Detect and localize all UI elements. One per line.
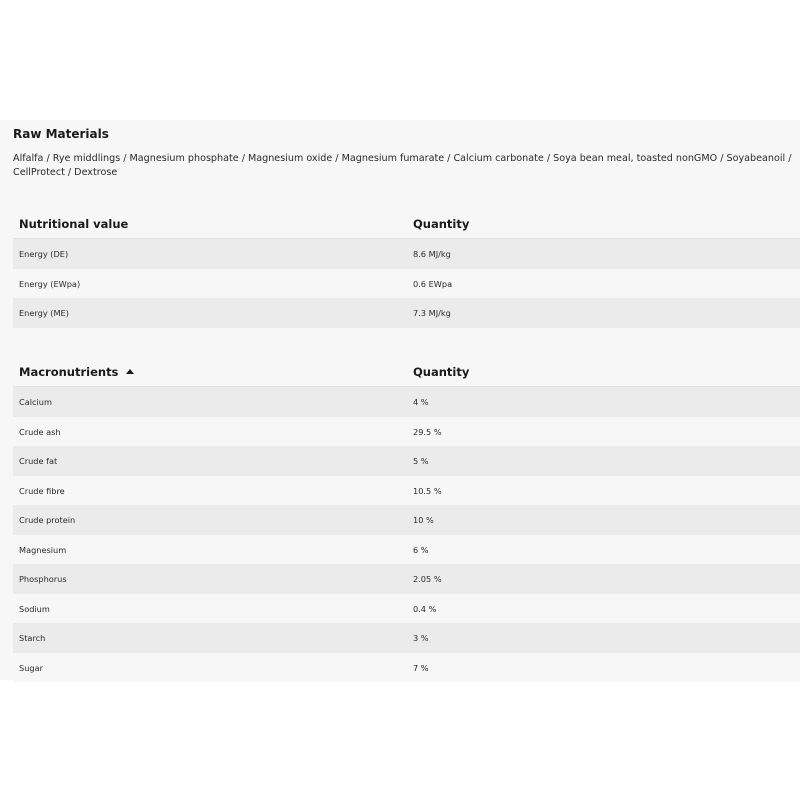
macronutrients-header-label: Macronutrients [19, 365, 119, 379]
row-quantity: 5 % [413, 456, 429, 466]
row-quantity: 8.6 MJ/kg [413, 249, 451, 259]
table-row [13, 535, 800, 565]
row-name: Crude fibre [19, 485, 65, 496]
row-quantity: 2.05 % [413, 574, 442, 584]
table-row [13, 564, 800, 594]
macronutrients-table [13, 358, 800, 682]
row-name: Magnesium [19, 544, 67, 555]
table-row [13, 387, 800, 417]
table-row [13, 505, 800, 535]
raw-materials-text: Alfalfa / Rye middlings / Magnesium phosphate / Magnesium oxide / Magnesium fumarate / Calcium carbonate / Soya bean meal, toasted nonGMO / Soyabeanoil / CellProtect / Dextrose [13, 153, 792, 178]
table-body [13, 239, 800, 328]
table-row [13, 623, 800, 653]
table-row [13, 594, 800, 624]
table-row [13, 239, 800, 269]
row-quantity: 6 % [413, 544, 429, 555]
row-name: Crude ash [19, 426, 61, 437]
row-name: Energy (ME) [19, 308, 69, 318]
row-quantity: 10.5 % [413, 485, 442, 496]
row-name: Sodium [19, 603, 50, 614]
row-quantity: 3 % [413, 633, 429, 643]
nutritional-value-table [13, 210, 800, 328]
table-row [13, 298, 800, 328]
quantity-header: Quantity [413, 217, 470, 231]
table-row [13, 269, 800, 299]
table-body [13, 387, 800, 682]
row-quantity: 10 % [413, 515, 434, 525]
table-header [13, 210, 800, 239]
table-row [13, 653, 800, 683]
table-row [13, 446, 800, 476]
row-quantity: 7.3 MJ/kg [413, 308, 451, 318]
quantity-header: Quantity [413, 365, 470, 379]
row-quantity: 4 % [413, 397, 429, 407]
macronutrients-header[interactable] [19, 365, 134, 379]
row-quantity: 0.4 % [413, 603, 437, 614]
table-row [13, 476, 800, 506]
row-quantity: 29.5 % [413, 426, 442, 437]
row-name: Starch [19, 633, 46, 643]
row-name: Phosphorus [19, 574, 67, 584]
row-name: Energy (EWpa) [19, 278, 81, 289]
table-row [13, 417, 800, 447]
row-name: Sugar [19, 662, 43, 673]
table-header [13, 358, 800, 387]
sort-ascending-icon[interactable] [126, 369, 134, 374]
row-name: Crude protein [19, 515, 76, 525]
row-name: Calcium [19, 397, 52, 407]
nutritional-value-header: Nutritional value [19, 217, 129, 231]
row-name: Energy (DE) [19, 249, 69, 259]
row-name: Crude fat [19, 456, 58, 466]
row-quantity: 0.6 EWpa [413, 278, 453, 289]
raw-materials-title: Raw Materials [13, 127, 109, 141]
row-quantity: 7 % [413, 662, 429, 673]
